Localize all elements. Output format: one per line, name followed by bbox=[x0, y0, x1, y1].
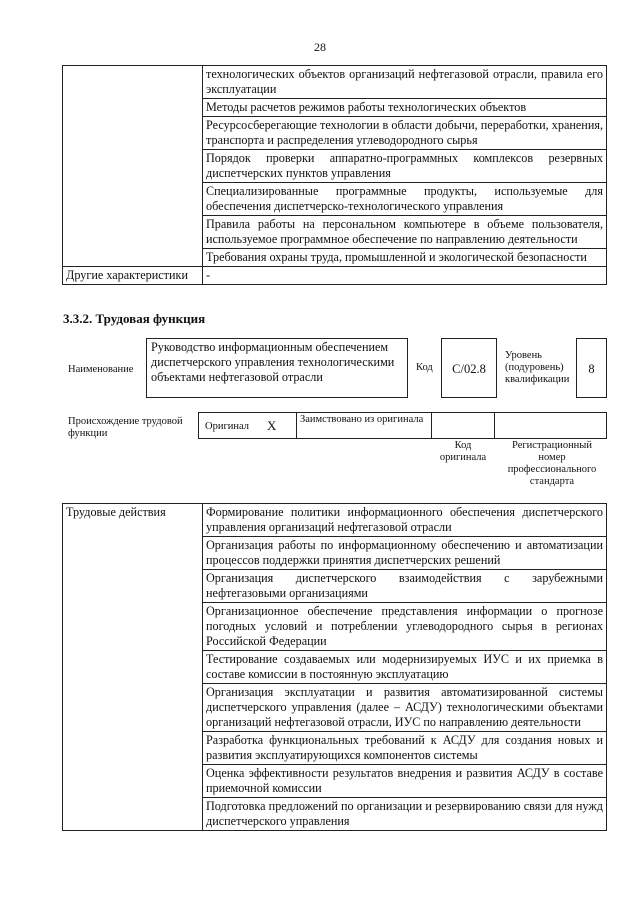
labor-actions-label: Трудовые действия bbox=[63, 504, 203, 831]
table-cell: Требования охраны труда, промышленной и экологической безопасности bbox=[203, 249, 607, 267]
table-cell: Разработка функциональных требований к АСДУ для создания новых и развития эксплуатирующихся компонентов системы bbox=[203, 732, 607, 765]
table-row bbox=[63, 267, 607, 285]
table-cell: Организация диспетчерского взаимодействия с зарубежными нефтегазовыми организациями bbox=[203, 570, 607, 603]
table-cell: Методы расчетов режимов работы технологических объектов bbox=[203, 99, 607, 117]
level-label: Уровень (подуровень) квалификации bbox=[505, 350, 570, 385]
origin-row bbox=[198, 412, 607, 439]
table-cell-empty bbox=[63, 66, 203, 267]
table-cell: Ресурсосберегающие технологии в области добычи, переработки, хранения, транспорта и распределения углеводородного сырья bbox=[203, 117, 607, 150]
divider bbox=[494, 413, 495, 438]
table-cell: Организационное обеспечение представления информации о прогнозе погодных условий и потреблении углеводородного сырья в регионах Российской Федерации bbox=[203, 603, 607, 651]
labor-actions-table bbox=[62, 503, 607, 831]
table-row bbox=[63, 66, 607, 99]
other-characteristics-value: - bbox=[203, 267, 607, 285]
table-cell: Тестирование создаваемых или модернизируемых ИУС и их приемка в составе комиссии в постоянную эксплуатацию bbox=[203, 651, 607, 684]
function-code-box: С/02.8 bbox=[441, 338, 497, 398]
knowledge-table bbox=[62, 65, 607, 285]
table-cell: технологических объектов организаций нефтегазовой отрасли, правила его эксплуатации bbox=[203, 66, 607, 99]
table-cell: Специализированные программные продукты, используемые для обеспечения диспетчерско-технологического управления bbox=[203, 183, 607, 216]
divider bbox=[431, 413, 432, 438]
table-cell: Оценка эффективности результатов внедрения и развития АСДУ в составе приемочной комиссии bbox=[203, 765, 607, 798]
origin-label: Происхождение трудовой функции bbox=[68, 416, 183, 439]
table-cell: Организация эксплуатации и развития автоматизированной системы диспетчерского управления (далее – АСДУ) технологическими объектами организаций нефтегазовой отрасли, ИУС по направлению деятельности bbox=[203, 684, 607, 732]
borrowed-label: Заимствовано из оригинала bbox=[300, 414, 424, 425]
table-cell: Правила работы на персональном компьютере в объеме пользователя, используемое программное обеспечение по направлению деятельности bbox=[203, 216, 607, 249]
code-original-caption: Код оригинала bbox=[439, 440, 487, 463]
original-mark: X bbox=[267, 418, 277, 433]
table-cell: Формирование политики информационного обеспечения диспетчерского управления организаций нефтегазовой отрасли bbox=[203, 504, 607, 537]
table-cell: Подготовка предложений по организации и резервированию связи для нужд диспетчерского управления bbox=[203, 798, 607, 831]
registration-number-caption: Регистрационный номер профессионального стандарта bbox=[507, 440, 597, 487]
table-cell: Организация работы по информационному обеспечению и автоматизации процессов поддержки принятия диспетчерских решений bbox=[203, 537, 607, 570]
name-label: Наименование bbox=[68, 364, 134, 375]
divider bbox=[296, 413, 297, 438]
table-cell: Порядок проверки аппаратно-программных комплексов резервных диспетчерских пунктов управления bbox=[203, 150, 607, 183]
original-label: Оригинал bbox=[205, 421, 249, 432]
table-row bbox=[63, 504, 607, 537]
page-number: 28 bbox=[314, 40, 326, 54]
function-name-box: Руководство информационным обеспечением диспетчерского управления технологическими объектами нефтегазовой отрасли bbox=[146, 338, 408, 398]
code-label: Код bbox=[416, 362, 433, 373]
other-characteristics-label: Другие характеристики bbox=[63, 267, 203, 285]
level-box: 8 bbox=[576, 338, 607, 398]
section-title: 3.3.2. Трудовая функция bbox=[63, 311, 206, 326]
